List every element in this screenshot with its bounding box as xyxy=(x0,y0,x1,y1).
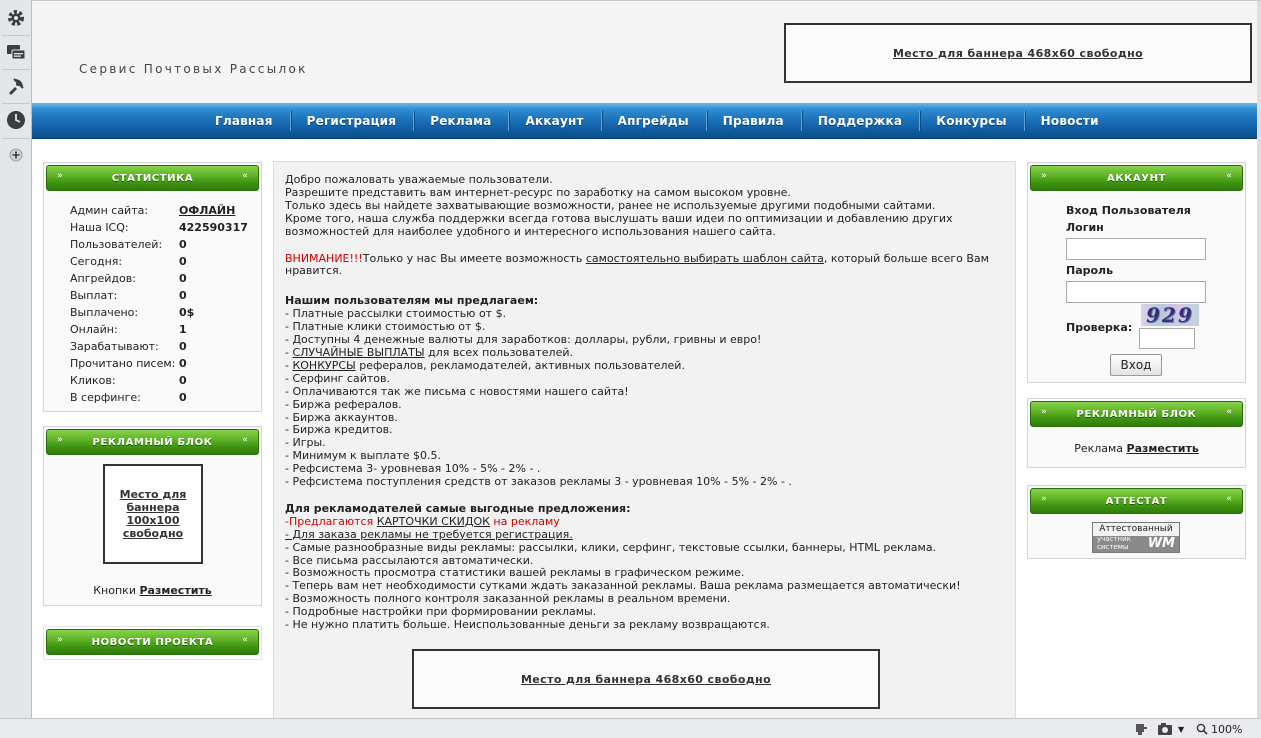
news-block xyxy=(43,626,262,660)
login-input[interactable] xyxy=(1066,238,1206,260)
stat-row-clicks: Кликов: 0 xyxy=(70,374,187,387)
list-item: - Возможность полного контроля заказанной рекламы в реальном времени. xyxy=(285,592,731,606)
login-submit-button[interactable]: Вход xyxy=(1110,354,1162,376)
account-block-header: » АККАУНТ « xyxy=(1030,165,1243,191)
admin-status-link[interactable]: ОФЛАЙН xyxy=(179,204,236,217)
gear-icon[interactable] xyxy=(3,5,29,31)
attention-line: ВНИМАНИЕ!!!Только у нас Вы имеете возможность самостоятельно выбирать шаблон сайта, который больше всего Вам xyxy=(285,251,989,265)
list-item: - Возможность просмотра статистики вашей рекламы в графическом режиме. xyxy=(285,566,745,580)
site-header xyxy=(32,1,1257,103)
ad-block-left-title: РЕКЛАМНЫЙ БЛОК xyxy=(92,436,213,448)
zoom-icon xyxy=(1196,723,1208,735)
contests-link[interactable]: КОНКУРСЫ xyxy=(292,358,356,372)
captcha-input[interactable] xyxy=(1139,328,1195,349)
nav-item-advertising[interactable]: Реклама xyxy=(413,114,508,128)
account-block xyxy=(1027,162,1246,383)
list-item: - СЛУЧАЙНЫЕ ВЫПЛАТЫ для всех пользователей. xyxy=(285,345,574,359)
list-item: - Платные рассылки стоимостью от $. xyxy=(285,307,507,321)
ad-block-right-title: РЕКЛАМНЫЙ БЛОК xyxy=(1076,408,1197,420)
site-title: Сервис Почтовых Рассылок xyxy=(79,62,308,76)
main-content: Добро пожаловать уважаемые пользователи. Разрешите представить вам интернет-ресурс по заработку на самом высоком уровне. Только здесь вы найдете захватывающие возможности, ранее не используемые другими подобными сайтами. Кроме того, наша служба поддержки всегда готова выслушать ваши идеи по оптимизации и добавлению других возможностей для наиболее удобного и интересного использования нашего сайта. ВНИМАНИЕ!!!Только у нас Вы имеете возможность самостоятельно выбирать шаблон сайта, который больше всего Вам нравится. Нашим пользователям мы предлагаем: - Платные рассылки стоимостью от $. - Платные клики стоимостью от $. - Доступны 4 денежные валюты для заработков: доллары, рубли, гривны и евро! - СЛУЧАЙНЫЕ ВЫПЛАТЫ для всех пользователей. - КОНКУРСЫ рефералов, рекламодателей, активных пользователей. - Серфинг сайтов. - Оплачиваются так же письма с новостями нашего сайта! - Биржа рефералов. - Биржа аккаунтов. - Биржа кредитов. - Игры. - Минимум к выплате $0.5. - Рефсистема 3- уровневая 10% - 5% - 2% - . - Рефсистема поступления средств от заказов рекламы 3 - уровневая 10% - 5% - 2% - . Для рекламодателей самые выгодные предложения: -Предлагаются КАРТОЧКИ СКИДОК на рекламу - Для заказа рекламы не требуется регистрация. - Самые разнообразные виды рекламы: рассылки, клики, серфинг, текстовые ссылки, баннеры, HTML реклама. - Все письма рассылаются автоматически. - Возможность просмотра статистики вашей рекламы в графическом режиме. - Теперь вам нет необходимости сутками ждать заказанной рекламы. Ваша реклама размещается автоматически! - Возможность полного контроля заказанной рекламы в реальном времени. - Подробные настройки при формировании рекламы. - Не нужно платить больше. Неиспользованные деньги за рекламу возвращаются. Место для баннера 468х60 свободно xyxy=(273,161,1016,718)
ad-100x100-slot[interactable] xyxy=(103,464,203,564)
list-item: - Подробные настройки при формировании рекламы. xyxy=(285,605,597,619)
list-item: - Биржа кредитов. xyxy=(285,423,393,437)
zoom-control[interactable] xyxy=(1196,721,1242,737)
advertisers-offer-heading: Для рекламодателей самые выгодные предложения: xyxy=(285,501,631,515)
random-payouts-link[interactable]: СЛУЧАЙНЫЕ ВЫПЛАТЫ xyxy=(292,345,425,359)
account-block-title: АККАУНТ xyxy=(1107,172,1166,184)
nav-item-support[interactable]: Поддержка xyxy=(801,114,919,128)
list-item: - Минимум к выплате $0.5. xyxy=(285,449,441,463)
stats-block-title: СТАТИСТИКА xyxy=(111,172,194,184)
attest-block xyxy=(1027,485,1246,559)
login-label: Логин xyxy=(1066,221,1104,234)
list-item: - Не нужно платить больше. Неиспользованные деньги за рекламу возвращаются. xyxy=(285,618,770,632)
intro-line: Разрешите представить вам интернет-ресурс по заработку на самом высоком уровне. xyxy=(285,185,791,199)
top-banner-slot[interactable] xyxy=(784,23,1252,83)
stat-row-paid: Выплачено: 0$ xyxy=(70,306,195,319)
advertise-place-link[interactable]: Разместить xyxy=(1126,442,1199,455)
intro-line: Добро пожаловать уважаемые пользователи. xyxy=(285,173,553,186)
nav-item-registration[interactable]: Регистрация xyxy=(290,114,414,128)
choose-template-link[interactable]: самостоятельно выбирать шаблон сайта xyxy=(585,251,824,265)
nav-item-news[interactable]: Новости xyxy=(1024,114,1116,128)
page-scrollbar[interactable] xyxy=(1257,1,1261,718)
list-item: - Рефсистема поступления средств от заказов рекламы 3 - уровневая 10% - 5% - 2% - . xyxy=(285,475,792,489)
nav-item-rules[interactable]: Правила xyxy=(706,114,801,128)
intro-line: Только здесь вы найдете захватывающие возможности, ранее не используемые другими подобными сайтами. xyxy=(285,198,936,212)
main-navigation xyxy=(32,103,1257,139)
attest-block-header: » АТТЕСТАТ « xyxy=(1030,488,1243,514)
browser-sidebar xyxy=(0,0,32,738)
list-item: - КОНКУРСЫ рефералов, рекламодателей, активных пользователей. xyxy=(285,358,685,372)
satellite-icon[interactable] xyxy=(3,73,29,99)
connection-icon[interactable] xyxy=(1133,721,1149,737)
camera-icon[interactable] xyxy=(1157,721,1175,737)
bottom-banner-link[interactable]: Место для баннера 468х60 свободно xyxy=(520,672,772,686)
stat-row-admin: Админ сайта: ОФЛАЙН xyxy=(70,204,236,217)
nav-item-home[interactable]: Главная xyxy=(215,114,273,128)
list-item: - Биржа рефералов. xyxy=(285,397,402,411)
camera-menu-chevron-icon[interactable]: ▼ xyxy=(1178,724,1185,734)
users-offer-heading: Нашим пользователям мы предлагаем: xyxy=(285,294,539,308)
nav-item-account[interactable]: Аккаунт xyxy=(508,114,600,128)
stat-row-earning: Зарабатывают: 0 xyxy=(70,340,187,353)
top-banner-link[interactable]: Место для баннера 468х60 свободно xyxy=(892,46,1144,60)
buttons-place-line: Кнопки Разместить xyxy=(93,584,212,597)
stat-row-read-letters: Прочитано писем: 0 xyxy=(70,357,187,370)
advertise-line: Реклама Разместить xyxy=(1074,442,1199,455)
buttons-place-link[interactable]: Разместить xyxy=(139,584,212,597)
stat-row-users: Пользователей: 0 xyxy=(70,238,187,251)
list-item: - Биржа аккаунтов. xyxy=(285,410,398,424)
ad-block-right xyxy=(1027,398,1246,468)
zoom-level: 100% xyxy=(1211,722,1243,736)
webmoney-logo: WM xyxy=(1147,536,1175,551)
attest-block-title: АТТЕСТАТ xyxy=(1105,495,1168,507)
list-item: - Игры. xyxy=(285,436,326,450)
list-item: - Самые разнообразные виды рекламы: рассылки, клики, серфинг, текстовые ссылки, баннеры, HTML реклама. xyxy=(285,540,937,554)
news-block-header: » НОВОСТИ ПРОЕКТА « xyxy=(46,629,259,655)
stat-row-today: Сегодня: 0 xyxy=(70,255,187,268)
stat-row-payouts: Выплат: 0 xyxy=(70,289,187,302)
stat-row-icq: Наша ICQ: 422590317 xyxy=(70,221,248,234)
order-without-registration-link[interactable]: - Для заказа рекламы не требуется регистрация. xyxy=(285,527,573,541)
page-viewport xyxy=(32,0,1261,718)
clock-icon[interactable] xyxy=(3,107,29,133)
bottom-banner-slot[interactable] xyxy=(412,649,880,709)
stat-row-surfing: В серфинге: 0 xyxy=(70,391,187,404)
list-item: - Рефсистема 3- уровневая 10% - 5% - 2% - . xyxy=(285,462,541,476)
discount-cards-link[interactable]: КАРТОЧКИ СКИДОК xyxy=(376,514,490,528)
captcha-label: Проверка: xyxy=(1066,321,1133,334)
list-item: - Все письма рассылаются автоматически. xyxy=(285,553,534,567)
stat-row-upgrades: Апгрейдов: 0 xyxy=(70,272,187,285)
content-area xyxy=(32,140,1257,718)
news-block-title: НОВОСТИ ПРОЕКТА xyxy=(91,636,214,648)
password-label: Пароль xyxy=(1066,264,1114,277)
stat-row-online: Онлайн: 1 xyxy=(70,323,187,336)
list-item: - Доступны 4 денежные валюты для заработков: доллары, рубли, гривны и евро! xyxy=(285,333,762,347)
intro-line: Кроме того, наша служба поддержки всегда готова выслушать ваши идеи по оптимизации и добавлению других xyxy=(285,211,953,225)
list-item xyxy=(285,529,997,542)
add-icon[interactable] xyxy=(3,142,29,168)
list-item: - Платные клики стоимостью от $. xyxy=(285,320,486,334)
nav-item-contests[interactable]: Конкурсы xyxy=(919,114,1023,128)
stats-block-header: » СТАТИСТИКА « xyxy=(46,165,259,191)
nav-item-upgrades[interactable]: Апгрейды xyxy=(601,114,706,128)
ad-100x100-link[interactable]: Место для баннера 100х100 свободно xyxy=(119,488,187,540)
attention-label: ВНИМАНИЕ!!! xyxy=(285,251,363,265)
chat-icon[interactable] xyxy=(3,39,29,65)
browser-statusbar xyxy=(0,718,1261,738)
ad-block-left xyxy=(43,426,262,606)
login-heading: Вход Пользователя xyxy=(1066,204,1191,217)
list-item: -Предлагаются КАРТОЧКИ СКИДОК на рекламу xyxy=(285,514,560,528)
ad-block-left-header: » РЕКЛАМНЫЙ БЛОК « xyxy=(46,429,259,455)
list-item: - Теперь вам нет необходимости сутками ждать заказанной рекламы. Ваша реклама размещается автоматически! xyxy=(285,579,961,593)
webmoney-attest-badge[interactable]: Аттестованный участник системы WM xyxy=(1092,522,1180,553)
intro-line: возможностей для наиболее удобного и интересного использования нашего сайта. xyxy=(285,224,776,238)
list-item: - Оплачиваются так же письма с новостями нашего сайта! xyxy=(285,384,629,398)
password-input[interactable] xyxy=(1066,281,1206,303)
list-item: - Серфинг сайтов. xyxy=(285,371,390,385)
stats-block xyxy=(43,162,262,412)
captcha-image: 929 xyxy=(1141,304,1199,326)
ad-block-right-header: » РЕКЛАМНЫЙ БЛОК « xyxy=(1030,401,1243,427)
